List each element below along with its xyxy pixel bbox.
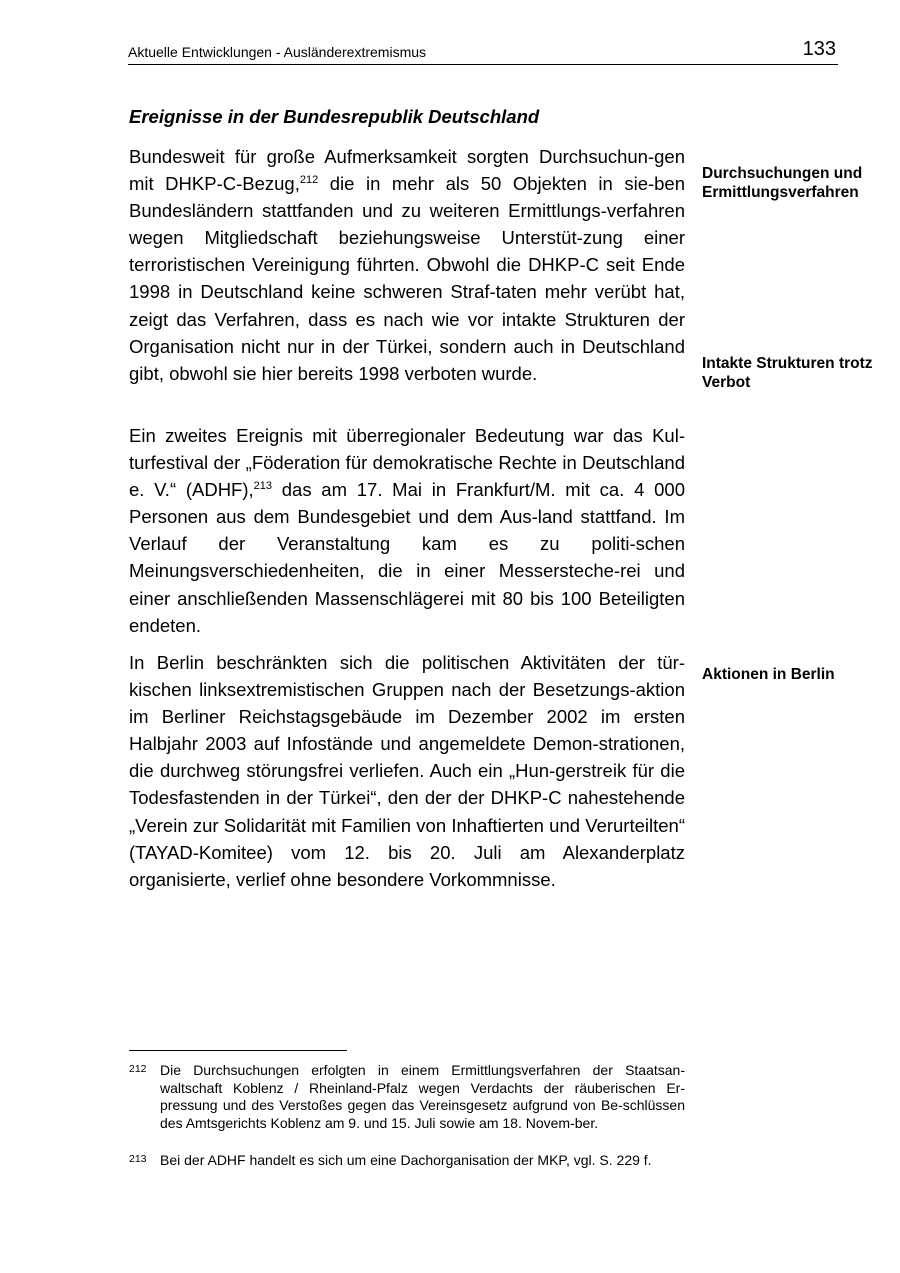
paragraph-1-text-a: Bundesweit für große Aufmerksamkeit sorgten Durchsuchun-gen mit DHKP-C-Bezug,	[129, 146, 685, 195]
footnote-text: Bei der ADHF handelt es sich um eine Dachorganisation der MKP, vgl. S. 229 f.	[160, 1152, 652, 1168]
page-header	[128, 38, 838, 65]
footnote-number: 213	[129, 1153, 147, 1165]
footnote-text: Die Durchsuchungen erfolgten in einem Ermittlungsverfahren der Staatsan-waltschaft Koblenz / Rheinland-Pfalz wegen Verdachts der räuberischen Er-pressung und des Verstoßes gegen das Vereinsgesetz aufgrund von Be-schlüssen des Amtsgerichts Koblenz am 9. und 15. Juli sowie am 18. Novem-ber.	[160, 1062, 685, 1131]
paragraph-2-text-a: Ein zweites Ereignis mit überregionaler Bedeutung war das Kul-turfestival der „Föderation für demokratische Rechte in Deutschland e. V.“ (ADHF),	[129, 425, 685, 501]
margin-note-berlin: Aktionen in Berlin	[702, 666, 835, 683]
paragraph-1	[129, 143, 685, 387]
paragraph-2	[129, 422, 685, 639]
paragraph-1-text-b: die in mehr als 50 Objekten in sie-ben Bundesländern stattfanden und zu weiteren Ermittlungs-verfahren wegen Mitgliedschaft beziehungsweise Unterstüt-zung einer terroristischen Vereinigung führten. Obwohl die DHKP-C seit Ende 1998 in Deutschland keine schweren Straf-taten mehr verübt hat, zeigt das Verfahren, dass es nach wie vor intakte Strukturen der Organisation nicht nur in der Türkei, sondern auch in Deutschland gibt, obwohl sie hier bereits 1998 verboten wurde.	[129, 173, 686, 384]
footnote-213	[129, 1152, 685, 1170]
paragraph-2-text-b: das am 17. Mai in Frankfurt/M. mit ca. 4 000 Personen aus dem Bundesgebiet und dem Aus-land stattfand. Im Verlauf der Veranstaltung kam es zu politi-schen Meinungsverschiedenheiten, die in einer Messersteche-rei und einer anschließenden Massenschlägerei mit 80 bis 100 Beteiligten endeten.	[129, 479, 685, 636]
footnote-212	[129, 1062, 685, 1132]
page-number: 133	[802, 38, 836, 60]
margin-note-searches: Durchsuchungen und Ermittlungsverfahren	[702, 165, 863, 201]
footnote-ref-213[interactable]: 213	[253, 480, 273, 493]
running-title: Aktuelle Entwicklungen - Ausländerextremismus	[128, 44, 427, 60]
paragraph-3: In Berlin beschränkten sich die politischen Aktivitäten der tür-kischen linksextremistischen Gruppen nach der Besetzungs-aktion im Berliner Reichstagsgebäude im Dezember 2002 im ersten Halbjahr 2003 auf Infostände und angemeldete Demon-strationen, die durchweg störungsfrei verliefen. Auch ein „Hun-gerstreik für die Todesfastenden in der Türkei“, den der der DHKP-C nahestehende „Verein zur Solidarität mit Familien von Inhaftierten und Verurteilten“ (TAYAD-Komitee) vom 12. bis 20. Juli am Alexanderplatz organisierte, verlief ohne besondere Vorkommnisse.	[129, 652, 685, 890]
footnote-divider	[129, 1050, 347, 1051]
margin-note-structures: Intakte Strukturen trotz Verbot	[702, 355, 873, 391]
footnote-ref-212[interactable]: 212	[299, 174, 319, 187]
footnote-number: 212	[129, 1063, 147, 1075]
section-heading: Ereignisse in der Bundesrepublik Deutschland	[129, 106, 540, 127]
